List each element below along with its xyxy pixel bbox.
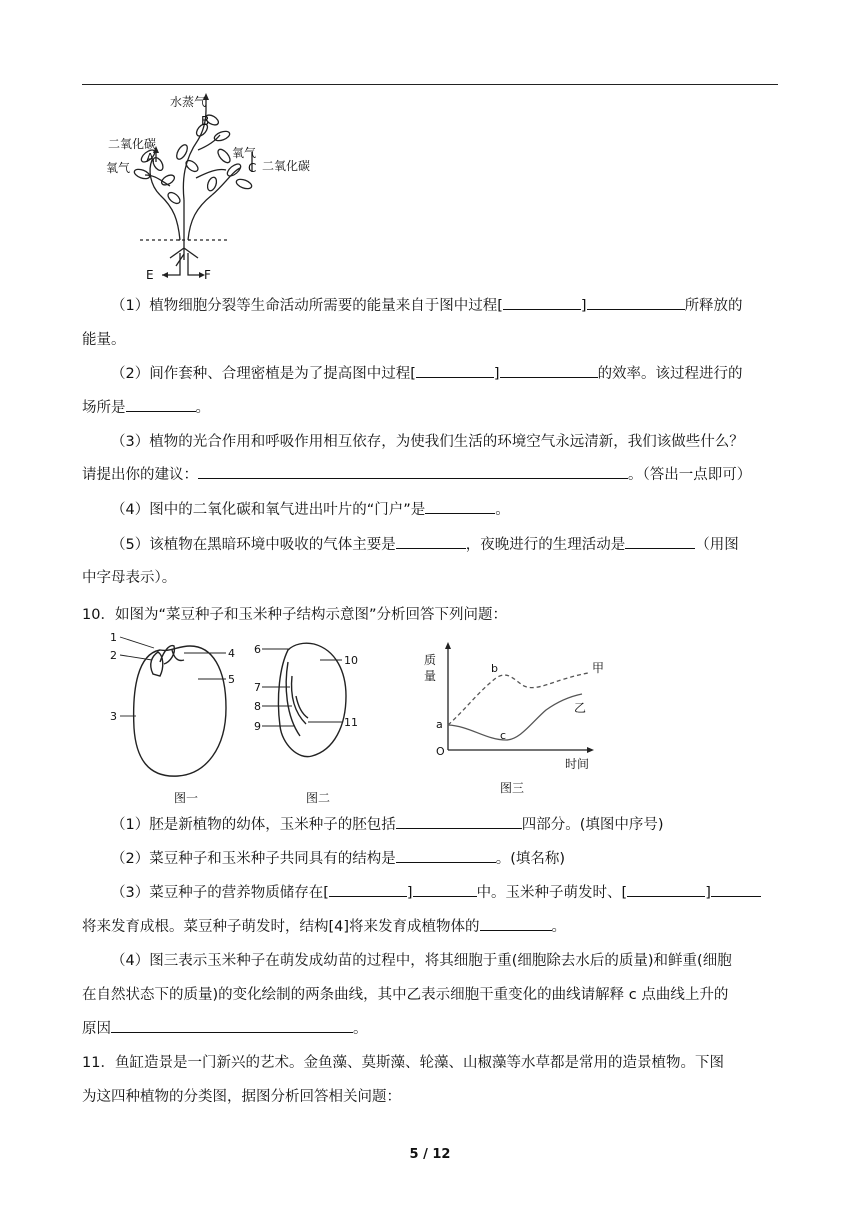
q9-sub1-line2 [82, 326, 778, 354]
corn-label-10: 10 [344, 654, 358, 667]
bean-seed-diagram [108, 628, 248, 808]
q9-sub2-line1 [82, 360, 778, 388]
q11-text-1: 11．鱼缸造景是一门新兴的艺术。金鱼藻、莫斯藻、轮藻、山椒藻等水草都是常用的造景植物。下图 [82, 1055, 724, 1071]
q10-s3-blank-num2[interactable] [627, 879, 705, 897]
q10-sub4-line1 [82, 947, 778, 975]
q9-s4-text-b: 。 [495, 502, 510, 518]
corn-label-7: 7 [254, 681, 261, 694]
q9-sub1-line1 [82, 292, 778, 320]
graph-ylabel-1: 质 [424, 653, 437, 667]
bean-label-5: 5 [228, 673, 235, 686]
corn-label-8: 8 [254, 700, 261, 713]
q10-s4-text-c: 原因 [82, 1021, 111, 1037]
q9-s2-blank-letter[interactable] [416, 360, 494, 378]
q10-s3-text-b: ] [406, 885, 413, 901]
plant-label-co2-right: 二氧化碳 [262, 159, 311, 173]
q10-stem [82, 601, 778, 629]
q9-s5-text-a: （5）该植物在黑暗环境中吸收的气体主要是 [111, 537, 396, 553]
q10-sub4-line2 [82, 981, 778, 1009]
q10-s4-text-a: （4）图三表示玉米种子在萌发成幼苗的过程中，将其细胞于重(细胞除去水后的质量)和鲜重(细胞 [111, 953, 732, 969]
plant-label-A: A [146, 151, 155, 165]
mass-curve-graph [420, 640, 620, 800]
q10-s3-blank-part[interactable] [480, 913, 552, 931]
q10-s4-text-d: 。 [353, 1021, 368, 1037]
q9-s4-text-a: （4）图中的二氧化碳和氧气进出叶片的“门户”是 [111, 502, 426, 518]
plant-label-F: F [204, 268, 211, 282]
q9-s1-blank-name[interactable] [587, 292, 685, 310]
corn-caption: 图二 [306, 791, 331, 805]
corn-label-6: 6 [254, 643, 261, 656]
q9-s3-text-b: 请提出你的建议： [82, 467, 198, 483]
q9-s2-text-a: （2）间作套种、合理密植是为了提高图中过程[ [111, 366, 416, 382]
q9-sub2-line2 [82, 394, 778, 422]
q9-sub5-line2 [82, 564, 778, 592]
q10-sub2-line [82, 845, 778, 873]
q10-s3-blank-num1[interactable] [329, 879, 407, 897]
q11-text-2: 为这四种植物的分类图，据图分析回答相关问题： [82, 1089, 401, 1105]
q10-sub4-line3 [82, 1015, 778, 1043]
q10-s1-text-b: 四部分。(填图中序号) [521, 817, 664, 833]
q10-s3-text-f: 。 [551, 919, 567, 935]
graph-point-a: a [436, 718, 443, 731]
q9-s2-text-c: 的效率。该过程进行的 [597, 366, 743, 382]
q10-s2-text-a: （2）菜豆种子和玉米种子共同具有的结构是 [111, 851, 396, 867]
q10-s3-blank-name1[interactable] [413, 879, 477, 897]
q9-s1-text-c: 所释放的 [684, 298, 743, 314]
plant-label-co2-left: 二氧化碳 [108, 137, 157, 151]
plant-label-B: B [201, 114, 210, 128]
q9-s3-blank-suggestion[interactable] [198, 461, 628, 479]
bean-label-2: 2 [110, 649, 117, 662]
q9-sub5-line1 [82, 531, 778, 559]
bean-label-1: 1 [110, 631, 117, 644]
plant-label-o2-left: 氧气 [106, 161, 131, 175]
corn-label-11: 11 [344, 716, 358, 729]
corn-seed-diagram [254, 636, 394, 808]
graph-point-b: b [491, 662, 498, 675]
q9-sub3-line1 [82, 428, 778, 456]
page-number: 5 / 12 [409, 1147, 451, 1162]
q9-s3-text-c: 。（答出一点即可） [628, 467, 752, 483]
bean-caption: 图一 [174, 791, 199, 805]
graph-point-c: c [500, 729, 507, 742]
q10-s1-blank[interactable] [396, 811, 522, 829]
plant-label-C: C [248, 161, 257, 175]
q10-s3-text-e: 将来发育成根。菜豆种子萌发时，结构[4]将来发育成植物体的 [82, 919, 480, 935]
q9-s5-text-d: 中字母表示）。 [82, 570, 177, 586]
bean-label-4: 4 [228, 647, 235, 660]
plant-label-water-vapor: 水蒸气 [170, 95, 207, 109]
graph-origin: O [436, 745, 445, 758]
q10-s2-blank[interactable] [396, 845, 496, 863]
graph-series-jia: 甲 [592, 661, 605, 675]
q10-s2-text-b: 。(填名称) [495, 851, 566, 867]
q9-s5-blank-activity[interactable] [625, 531, 695, 549]
q9-s1-text-d: 能量。 [82, 332, 126, 348]
q10-s3-blank-name2[interactable] [711, 879, 761, 897]
q10-s3-text-c: 中。玉米种子萌发时、[ [476, 885, 628, 901]
plant-label-o2-right: 氧气 [232, 146, 257, 160]
plant-label-E: E [146, 268, 154, 282]
q10-s4-blank-reason[interactable] [111, 1015, 353, 1033]
q9-s5-text-b: ，夜晚进行的生理活动是 [465, 537, 626, 553]
q9-s2-text-d: 场所是 [82, 400, 126, 416]
graph-caption: 图三 [500, 781, 525, 795]
q9-s3-text-a: （3）植物的光合作用和呼吸作用相互依存，为使我们生活的环境空气永远清新，我们该做些什么？ [111, 434, 744, 450]
q11-line2 [82, 1083, 778, 1111]
q9-s5-blank-gas[interactable] [396, 531, 466, 549]
q9-s2-text-b: ] [493, 366, 500, 382]
plant-diagram [100, 90, 330, 285]
q10-s3-text-a: （3）菜豆种子的营养物质储存在[ [111, 885, 329, 901]
q9-s4-blank-stomata[interactable] [425, 496, 495, 514]
graph-ylabel-2: 量 [424, 669, 437, 683]
q10-s1-text-a: （1）胚是新植物的幼体，玉米种子的胚包括 [111, 817, 396, 833]
q9-sub3-line2 [82, 461, 778, 489]
q10-sub3-line2 [82, 913, 778, 941]
q10-sub3-line1 [82, 879, 778, 907]
graph-series-yi: 乙 [574, 701, 587, 715]
q9-sub4-line [82, 496, 778, 524]
q9-s2-blank-name[interactable] [500, 360, 598, 378]
bean-label-3: 3 [110, 710, 117, 723]
q9-s2-text-e: 。 [195, 400, 210, 416]
q11-line1 [82, 1049, 778, 1077]
q9-s1-text-b: ] [580, 298, 587, 314]
corn-label-9: 9 [254, 720, 261, 733]
header-rule [82, 84, 778, 85]
q9-s1-blank-letter[interactable] [503, 292, 581, 310]
q9-s5-text-c: （用图 [695, 537, 739, 553]
q9-s1-text-a: （1）植物细胞分裂等生命活动所需要的能量来自于图中过程[ [111, 298, 503, 314]
q10-stem-text: 10．如图为“菜豆种子和玉米种子结构示意图”分析回答下列问题： [82, 607, 507, 623]
q10-s4-text-b: 在自然状态下的质量)的变化绘制的两条曲线，其中乙表示细胞干重变化的曲线请解释 c 点曲线上升的 [82, 987, 729, 1003]
q9-s2-blank-place[interactable] [126, 394, 196, 412]
graph-xlabel: 时间 [565, 757, 590, 771]
q10-sub1-line [82, 811, 778, 839]
q10-s3-text-d: ] [705, 885, 711, 901]
series-yi-curve [448, 694, 582, 740]
